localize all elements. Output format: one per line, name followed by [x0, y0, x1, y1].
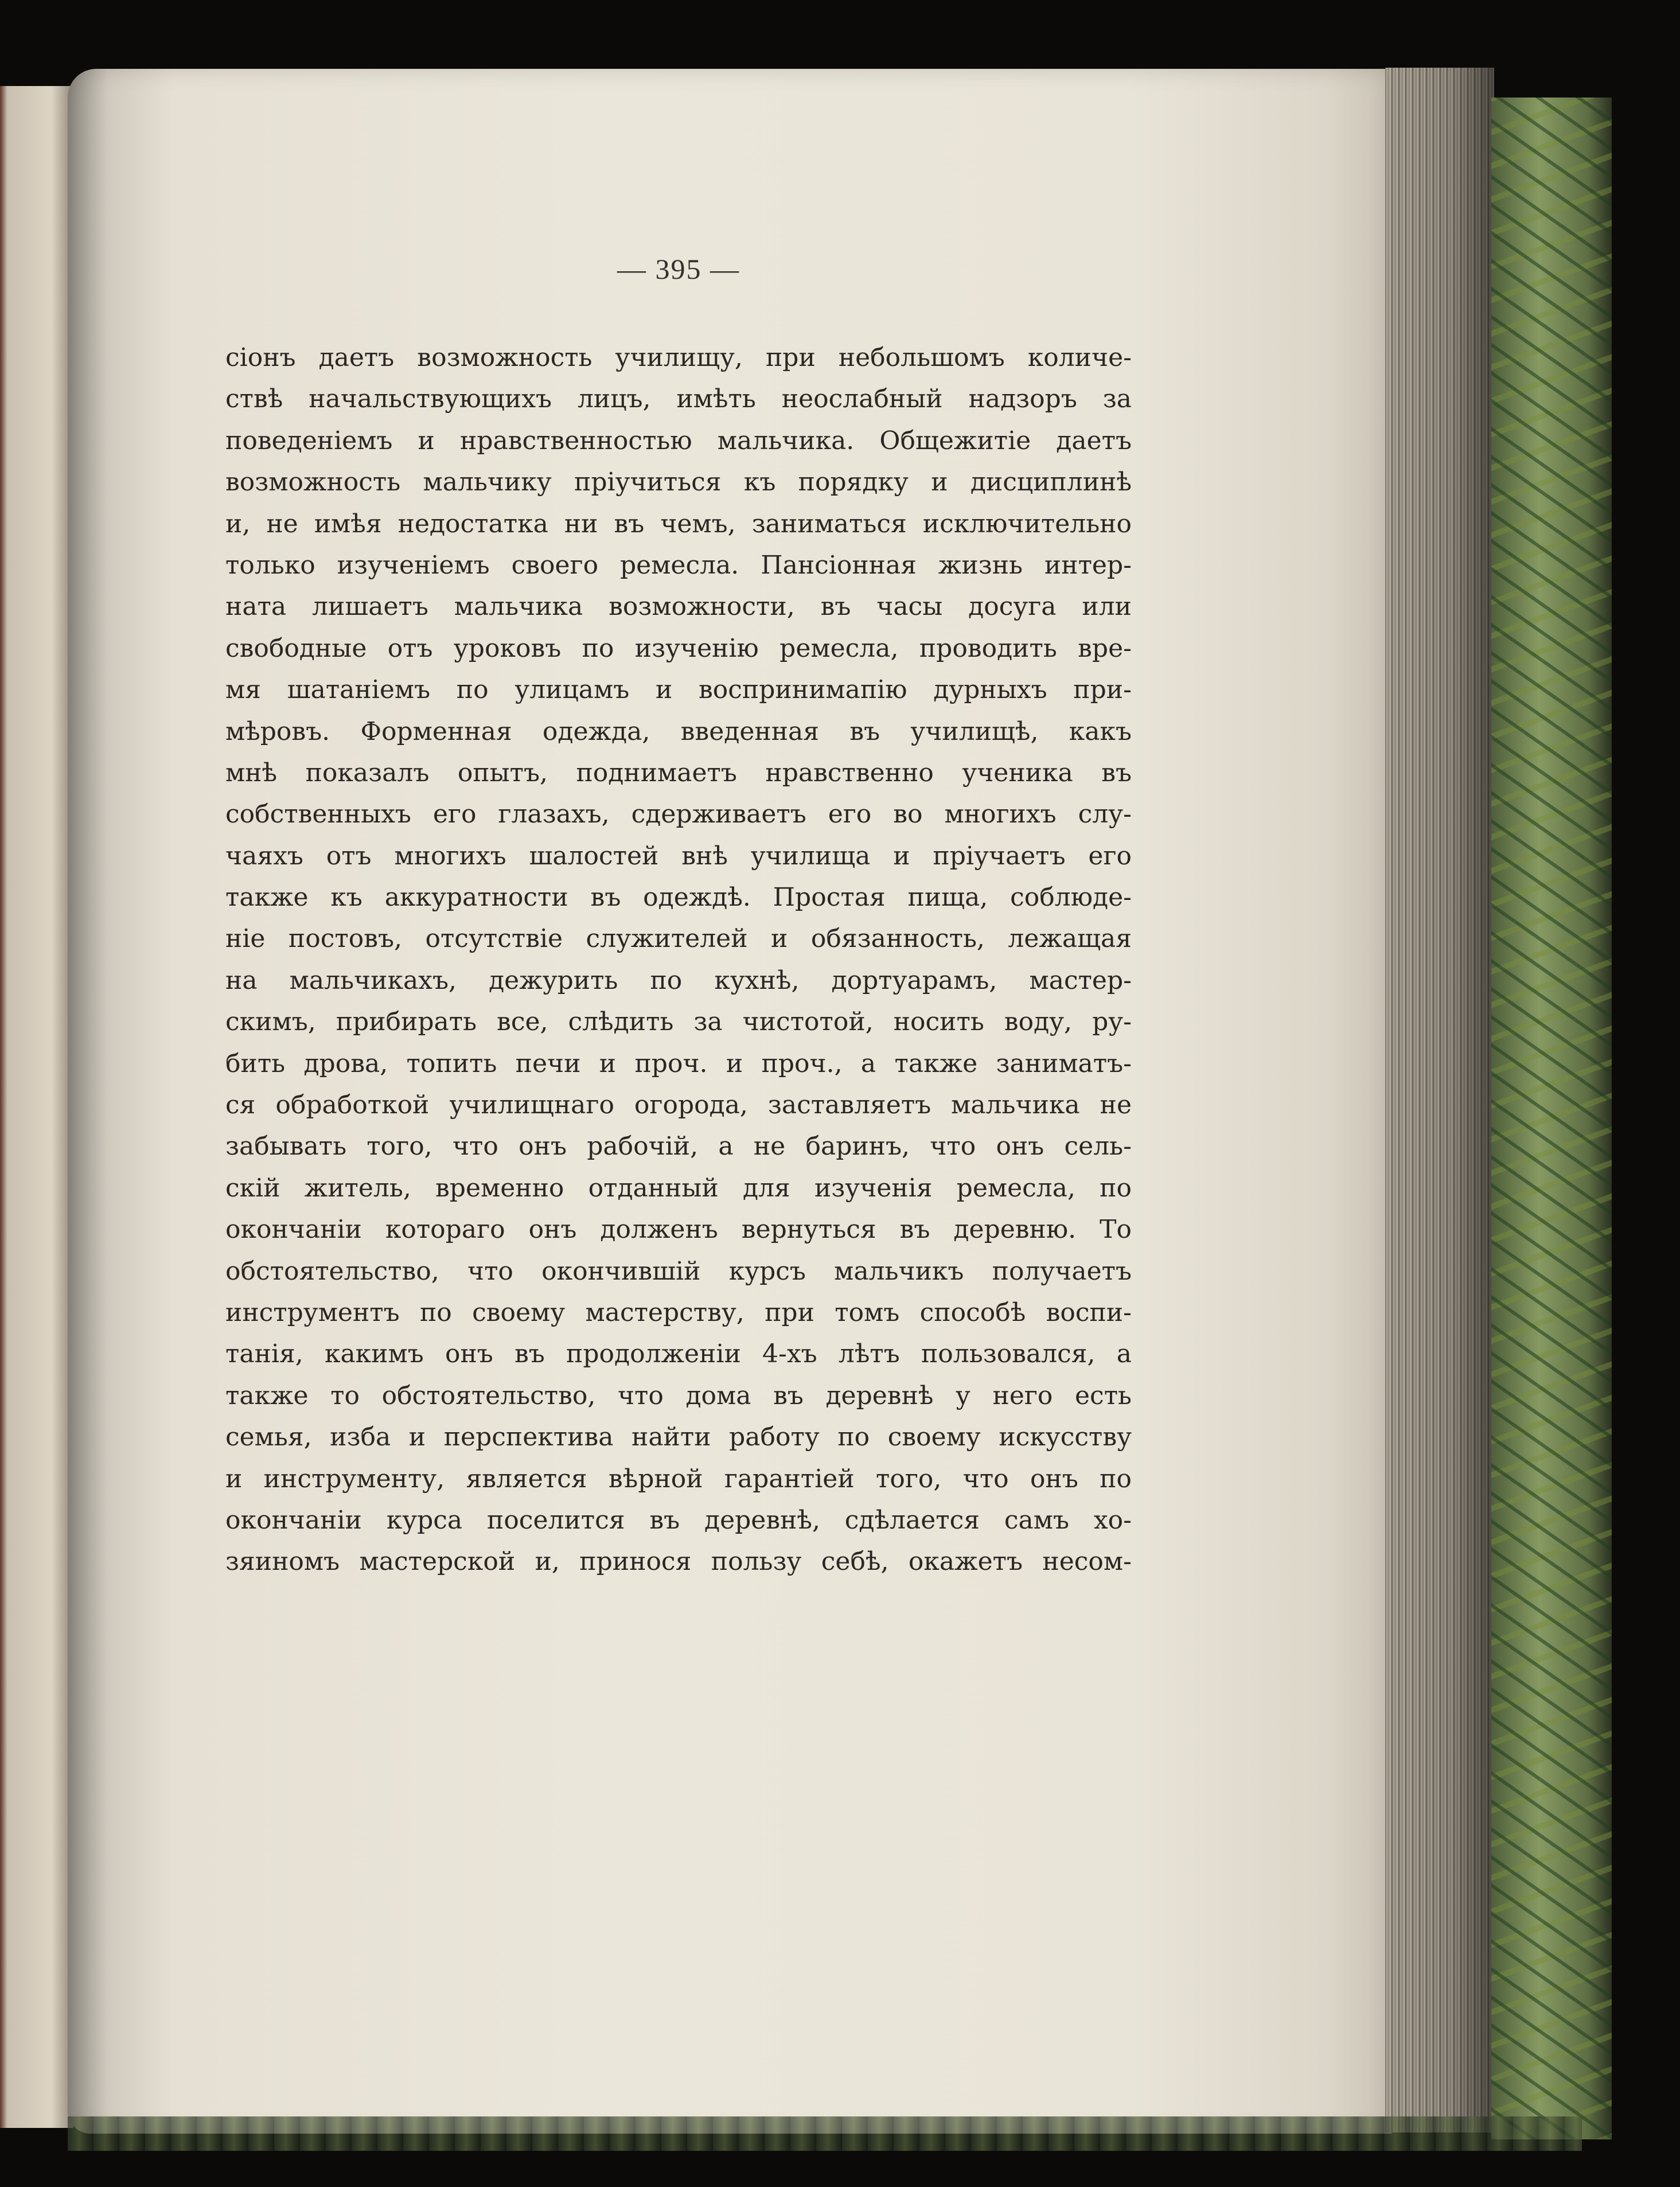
text-line: окончаніи котораго онъ долженъ вернуться въ деревню. То	[225, 1215, 1132, 1245]
page-number: — 395 —	[617, 253, 740, 285]
text-line: ствѣ начальствующихъ лицъ, имѣть неослабный надзоръ за	[225, 384, 1132, 414]
marbled-cover	[1491, 98, 1612, 2139]
text-line: мѣровъ. Форменная одежда, введенная въ училищѣ, какъ	[225, 716, 1132, 746]
text-line: обстоятельство, что окончившій курсъ мальчикъ получаетъ	[225, 1256, 1132, 1286]
text-line: и, не имѣя недостатка ни въ чемъ, заниматься исключительно	[225, 509, 1132, 539]
previous-page-edge	[0, 86, 73, 2128]
text-line: сіонъ даетъ возможность училищу, при небольшомъ количе-	[225, 343, 1132, 372]
text-line: чаяхъ отъ многихъ шалостей внѣ училища и пріучаетъ его	[225, 841, 1132, 871]
text-line: скимъ, прибирать все, слѣдить за чистотой, носить воду, ру-	[225, 1007, 1132, 1037]
cover-bottom-edge	[68, 2116, 1582, 2151]
text-line: ніе постовъ, отсутствіе служителей и обязанность, лежащая	[225, 924, 1132, 954]
text-line: ната лишаетъ мальчика возможности, въ часы досуга или	[225, 592, 1132, 622]
text-line: также то обстоятельство, что дома въ деревнѣ у него есть	[225, 1381, 1132, 1410]
text-line: скій житель, временно отданный для изученія ремесла, по	[225, 1173, 1132, 1203]
text-line: свободные отъ уроковъ по изученію ремесла, проводить вре-	[225, 633, 1132, 663]
text-line: только изученіемъ своего ремесла. Пансіонная жизнь интер-	[225, 550, 1132, 580]
text-line: собственныхъ его глазахъ, сдерживаетъ его во многихъ слу-	[225, 800, 1132, 829]
text-line: танія, какимъ онъ въ продолженіи 4-хъ лѣтъ пользовался, а	[225, 1339, 1132, 1369]
text-line: на мальчикахъ, дежурить по кухнѣ, дортуарамъ, мастер-	[225, 965, 1132, 995]
text-line: окончаніи курса поселится въ деревнѣ, сдѣлается самъ хо-	[225, 1505, 1132, 1535]
text-line: забывать того, что онъ рабочій, а не баринъ, что онъ сель-	[225, 1132, 1132, 1161]
text-line: бить дрова, топить печи и проч. и проч., а также заниматъ-	[225, 1048, 1132, 1078]
page-text	[225, 252, 1132, 1583]
text-line: и инструменту, является вѣрной гарантіей того, что онъ по	[225, 1464, 1132, 1494]
text-line: семья, изба и перспектива найти работу по своему искусству	[225, 1422, 1132, 1452]
page-stack-shadow	[1385, 68, 1494, 2133]
text-line: мя шатаніемъ по улицамъ и воспринимапію дурныхъ при-	[225, 675, 1132, 705]
text-line: также къ аккуратности въ одеждѣ. Простая пища, соблюде-	[225, 883, 1132, 913]
text-line: инструментъ по своему мастерству, при томъ способѣ воспи-	[225, 1297, 1132, 1327]
text-line: поведеніемъ и нравственностью мальчика. Общежитіе даетъ	[225, 426, 1132, 455]
text-line: мнѣ показалъ опытъ, поднимаетъ нравственно ученика въ	[225, 758, 1132, 788]
text-line: ся обработкой училищнаго огорода, заставляетъ мальчика не	[225, 1090, 1132, 1120]
text-line: возможность мальчику пріучиться къ порядку и дисциплинѣ	[225, 467, 1132, 497]
text-line: зяиномъ мастерской и, принося пользу себѣ, окажетъ несом-	[225, 1547, 1132, 1577]
